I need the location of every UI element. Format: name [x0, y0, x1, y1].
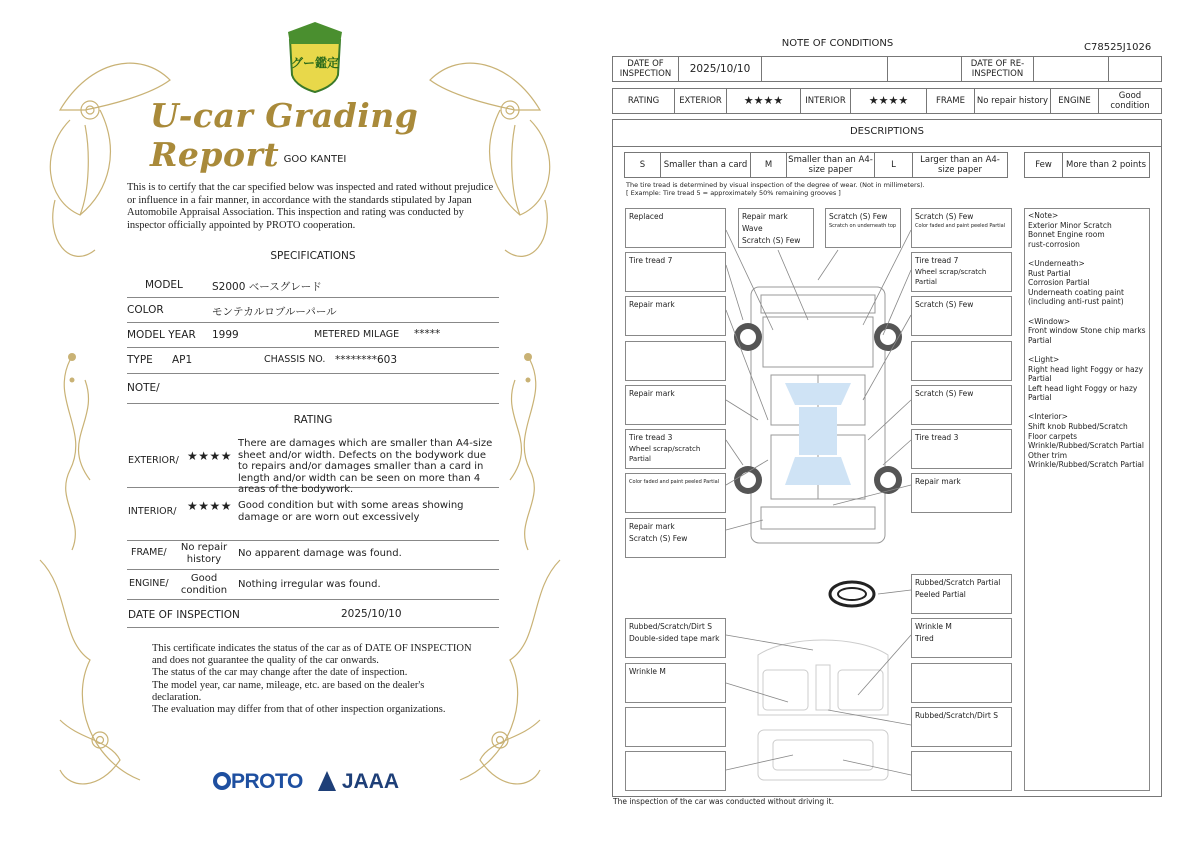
legend-l: L [875, 153, 913, 177]
interior-label: INTERIOR [801, 89, 851, 113]
frame-label: FRAME/ [131, 547, 167, 558]
box-t2: Scratch (S) Few Scratch on underneath top [825, 208, 901, 248]
frame-value: No repair history [975, 89, 1051, 113]
mileage-label: METERED MILAGE [314, 329, 400, 340]
box-r2: Tire tread 7 Wheel scrap/scratch Partial [911, 252, 1012, 292]
descriptions-heading: DESCRIPTIONS [849, 126, 925, 137]
date-of-inspection-label: DATE OF INSPECTION [613, 57, 679, 81]
rating-row-exterior [127, 434, 499, 495]
engine-value: Good condition [1110, 91, 1150, 111]
note-of-conditions [600, 0, 1200, 848]
date-row [612, 56, 1162, 82]
model-label: MODEL [145, 279, 183, 291]
box-l5: Repair mark [625, 385, 726, 425]
footer-line-4: The evaluation may differ from that of other inspection organizations. [152, 704, 446, 716]
legend-l-desc: Larger than an A4-size paper [920, 155, 1000, 175]
box-r7: Repair mark [911, 473, 1012, 513]
footer-line-2: The status of the car may change after the date of inspection. [152, 667, 408, 679]
box-l13 [625, 751, 726, 791]
box-r1: Scratch (S) Few Color faded and paint peeled Partial [911, 208, 1012, 248]
certificate-footer [152, 643, 472, 716]
box-l8: Repair mark Scratch (S) Few [625, 518, 726, 558]
date-blank-1 [762, 57, 888, 81]
frame-value: No repair history [180, 542, 228, 565]
rating-row [612, 88, 1162, 114]
type-value: AP1 [172, 354, 193, 366]
box-l3: Repair mark [625, 296, 726, 336]
jaaa-logo-icon [318, 771, 336, 791]
legend-few: Few [1025, 153, 1063, 177]
exterior-stars: ★★★★ [187, 449, 233, 463]
footer-line-3: The model year, car name, mileage, etc. are based on the dealer's declaration. [152, 679, 425, 703]
exterior-label: EXTERIOR [675, 89, 727, 113]
box-l11: Wrinkle M [625, 663, 726, 703]
spec-row-type [127, 348, 499, 374]
box-r12: Rubbed/Scratch/Dirt S [911, 707, 1012, 747]
exterior-label: EXTERIOR/ [128, 455, 179, 466]
box-r4 [911, 341, 1012, 381]
box-r3: Scratch (S) Few [911, 296, 1012, 336]
descriptions-panel [612, 119, 1162, 797]
legend-few-desc: More than 2 points [1065, 160, 1146, 170]
date-blank-3 [1109, 57, 1161, 81]
proto-logo: PROTO [213, 770, 303, 794]
box-l10: Rubbed/Scratch/Dirt S Double-sided tape mark [625, 618, 726, 658]
model-year-label: MODEL YEAR [127, 329, 196, 341]
frame-description: No apparent damage was found. [238, 548, 402, 559]
model-value: S2000 ベースグレード [212, 281, 322, 293]
exterior-description: There are damages which are smaller than A4-size sheet and/or width. Defects on the bodywork due to repairs and/or damages smaller than a card in length and/or width can be seen on more than 4 areas of the bodywork. [238, 438, 493, 495]
spec-row-model-year [127, 323, 499, 348]
certificate-intro: This is to certify that the car specified below was inspected and rated without prejudice or influence in a fair manner, in accordance with the standards stipulated by Japan Automobile Appraisal Association. This inspection and rating was conducted by inspector officially appointed by PROTO cooperation. [127, 182, 494, 231]
legend-m: M [751, 153, 787, 177]
reinspection-value [1034, 57, 1109, 81]
color-value: モンテカルロブルーパール [212, 306, 337, 318]
date-of-inspection-label: DATE OF INSPECTION [128, 609, 240, 621]
badge-text: グー鑑定 [290, 56, 340, 70]
specifications-heading: SPECIFICATIONS [270, 250, 356, 262]
spec-row-model [127, 271, 499, 298]
box-l7: Color faded and paint peeled Partial [625, 473, 726, 513]
rating-label: RATING [613, 89, 675, 113]
spec-row-color [127, 298, 499, 323]
rating-row-interior [127, 488, 499, 541]
footer-line-1: This certificate indicates the status of the car as of DATE OF INSPECTION and does not guarantee the quality of the car onwards. [152, 643, 472, 667]
box-r10: Wrinkle M Tired [911, 618, 1012, 658]
engine-label: ENGINE [1051, 89, 1099, 113]
rating-row-frame [127, 541, 499, 570]
box-r6: Tire tread 3 [911, 429, 1012, 469]
rating-heading: RATING [293, 414, 333, 426]
box-l1: Replaced [625, 208, 726, 248]
notes-panel: <Note> Exterior Minor Scratch Bonnet Engine room rust-corrosion <Underneath> Rust Partial Corrosion Partial Underneath coating paint (including anti-rust paint) <Window> Front window Stone chip marks Partial <Light> Right head light Foggy or hazy Partial Left head light Foggy or hazy Partial <Interior> Shift knob Rubbed/Scratch Floor carpets Wrinkle/Rubbed/Scratch Partial Other trim Wrinkle/Rubbed/Scratch Partial [1024, 208, 1150, 791]
box-l12 [625, 707, 726, 747]
box-l4 [625, 341, 726, 381]
box-r9: Rubbed/Scratch Partial Peeled Partial [911, 574, 1012, 614]
note-label: NOTE/ [127, 382, 160, 394]
box-r5: Scratch (S) Few [911, 385, 1012, 425]
exterior-stars: ★★★★ [727, 89, 801, 113]
interior-description: Good condition but with some areas showing damage or are worn out excessively [238, 500, 464, 523]
proto-logo-icon [213, 772, 231, 790]
certificate-title: U-car Grading Report [150, 96, 419, 174]
reinspection-label: DATE OF RE-INSPECTION [962, 57, 1034, 81]
interior-label: INTERIOR/ [128, 506, 177, 517]
rating-row-date [127, 600, 499, 628]
engine-description: Nothing irregular was found. [238, 579, 381, 590]
type-label: TYPE [127, 354, 153, 366]
certificate-subtitle: GOO KANTEI [283, 154, 347, 165]
box-r11 [911, 663, 1012, 703]
date-blank-2 [888, 57, 962, 81]
box-l6: Tire tread 3 Wheel scrap/scratch Partial [625, 429, 726, 469]
legend-m-desc: Smaller than an A4-size paper [787, 153, 875, 177]
model-year-value: 1999 [212, 329, 239, 341]
date-of-inspection-value: 2025/10/10 [341, 608, 402, 620]
noc-title: NOTE OF CONDITIONS [781, 38, 894, 49]
noc-code: C78525J1026 [1084, 42, 1152, 53]
mileage-value: ***** [414, 328, 441, 340]
spec-row-note [127, 374, 499, 404]
legend-s: S [625, 153, 661, 177]
tire-note-2: [ Example: Tire tread 5 = approximately 50% remaining grooves ] [626, 189, 841, 197]
date-of-inspection-value: 2025/10/10 [679, 57, 762, 81]
engine-value: Good condition [180, 573, 228, 596]
jaaa-logo: JAAA [318, 770, 399, 794]
interior-stars: ★★★★ [187, 499, 233, 513]
noc-footer: The inspection of the car was conducted without driving it. [613, 797, 834, 806]
legend-s-desc: Smaller than a card [661, 153, 751, 177]
box-r13 [911, 751, 1012, 791]
color-label: COLOR [127, 304, 164, 316]
frame-label: FRAME [927, 89, 975, 113]
goo-kantei-badge-icon [288, 22, 342, 92]
rating-row-engine [127, 570, 499, 600]
tire-note-1: The tire tread is determined by visual inspection of the degree of wear. (Not in millimeters). [626, 181, 925, 189]
interior-stars: ★★★★ [851, 89, 927, 113]
box-t1: Repair mark Wave Scratch (S) Few [738, 208, 814, 248]
chassis-label: CHASSIS NO. [264, 354, 326, 365]
chassis-value: ********603 [335, 354, 398, 366]
box-l2: Tire tread 7 [625, 252, 726, 292]
engine-label: ENGINE/ [129, 578, 169, 589]
